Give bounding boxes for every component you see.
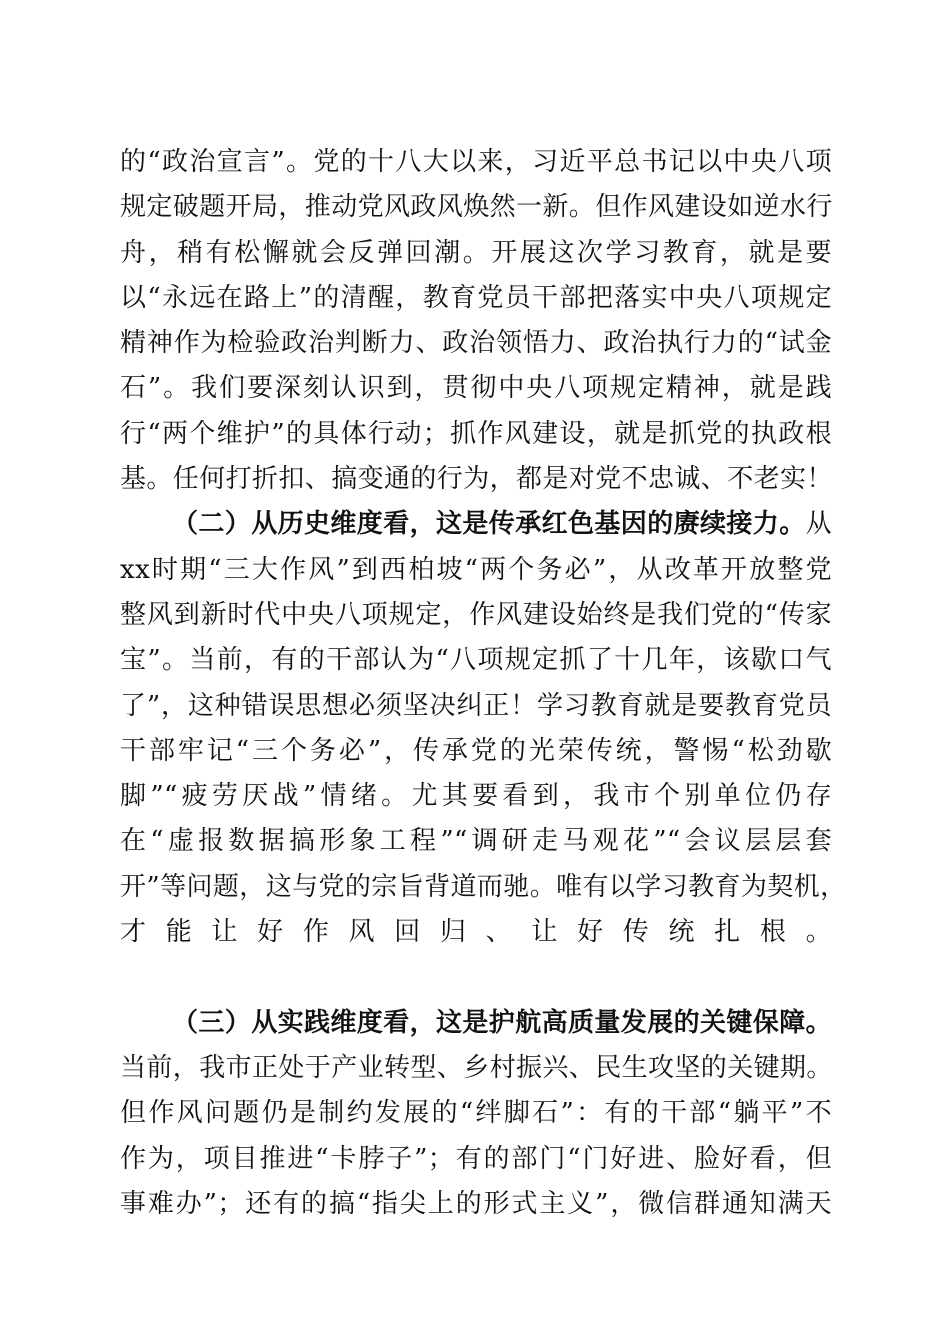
text-line: 才能让好作风回归、让好传统扎根。 xyxy=(120,917,832,948)
text-line xyxy=(120,955,832,1000)
text-line: xx时期“三大作风”到西柏坡“两个务必”，从改革开放整党 xyxy=(120,554,832,585)
text-line: 的“政治宣言”。党的十八大以来，习近平总书记以中央八项 xyxy=(120,147,832,177)
text-line: 宝”。当前，有的干部认为“八项规定抓了十几年，该歇口气 xyxy=(120,645,832,676)
section-heading: （三）从实践维度看，这是护航高质量发展的关键保障。 xyxy=(172,1007,833,1038)
text-line: 在“虚报数据搞形象工程”“调研走马观花”“会议层层套 xyxy=(120,826,832,857)
section-heading: （二）从历史维度看，这是传承红色基因的赓续接力。 xyxy=(172,509,806,540)
text-line: 石”。我们要深刻认识到，贯彻中央八项规定精神，就是践 xyxy=(120,373,832,404)
text-line: 舟，稍有松懈就会反弹回潮。开展这次学习教育，就是要 xyxy=(120,237,832,268)
text-line: 了”，这种错误思想必须坚决纠正！学习教育就是要教育党员 xyxy=(120,690,832,721)
text-line: 规定破题开局，推动党风政风焕然一新。但作风建设如逆水行 xyxy=(120,192,833,223)
text-line: 脚”“疲劳厌战”情绪。尤其要看到，我市个别单位仍存 xyxy=(120,781,832,812)
text-line: 事难办”；还有的搞“指尖上的形式主义”，微信群通知满天 xyxy=(120,1188,832,1219)
text-line: 干部牢记“三个务必”，传承党的光荣传统，警惕“松劲歇 xyxy=(120,735,832,766)
text-line: 但作风问题仍是制约发展的“绊脚石”：有的干部“躺平”不 xyxy=(120,1098,832,1129)
text-line-rest: 从 xyxy=(805,509,833,540)
text-line xyxy=(120,1001,832,1046)
text-line: 基。任何打折扣、搞变通的行为，都是对党不忠诚、不老实！ xyxy=(120,464,833,495)
text-line: 作为，项目推进“卡脖子”；有的部门“门好进、脸好看，但 xyxy=(120,1143,832,1174)
text-line: 当前，我市正处于产业转型、乡村振兴、民生攻坚的关键期。 xyxy=(120,1052,833,1083)
text-line xyxy=(120,502,832,547)
text-line: 精神作为检验政治判断力、政治领悟力、政治执行力的“试金 xyxy=(120,328,832,359)
text-line: 整风到新时代中央八项规定，作风建设始终是我们党的“传家 xyxy=(120,599,832,630)
document-body xyxy=(120,140,847,1227)
text-line: 开”等问题，这与党的宗旨背道而驰。唯有以学习教育为契机， xyxy=(120,871,847,902)
text-line: 以“永远在路上”的清醒，教育党员干部把落实中央八项规定 xyxy=(120,282,832,313)
text-line: 行“两个维护”的具体行动；抓作风建设，就是抓党的执政根 xyxy=(120,418,832,449)
